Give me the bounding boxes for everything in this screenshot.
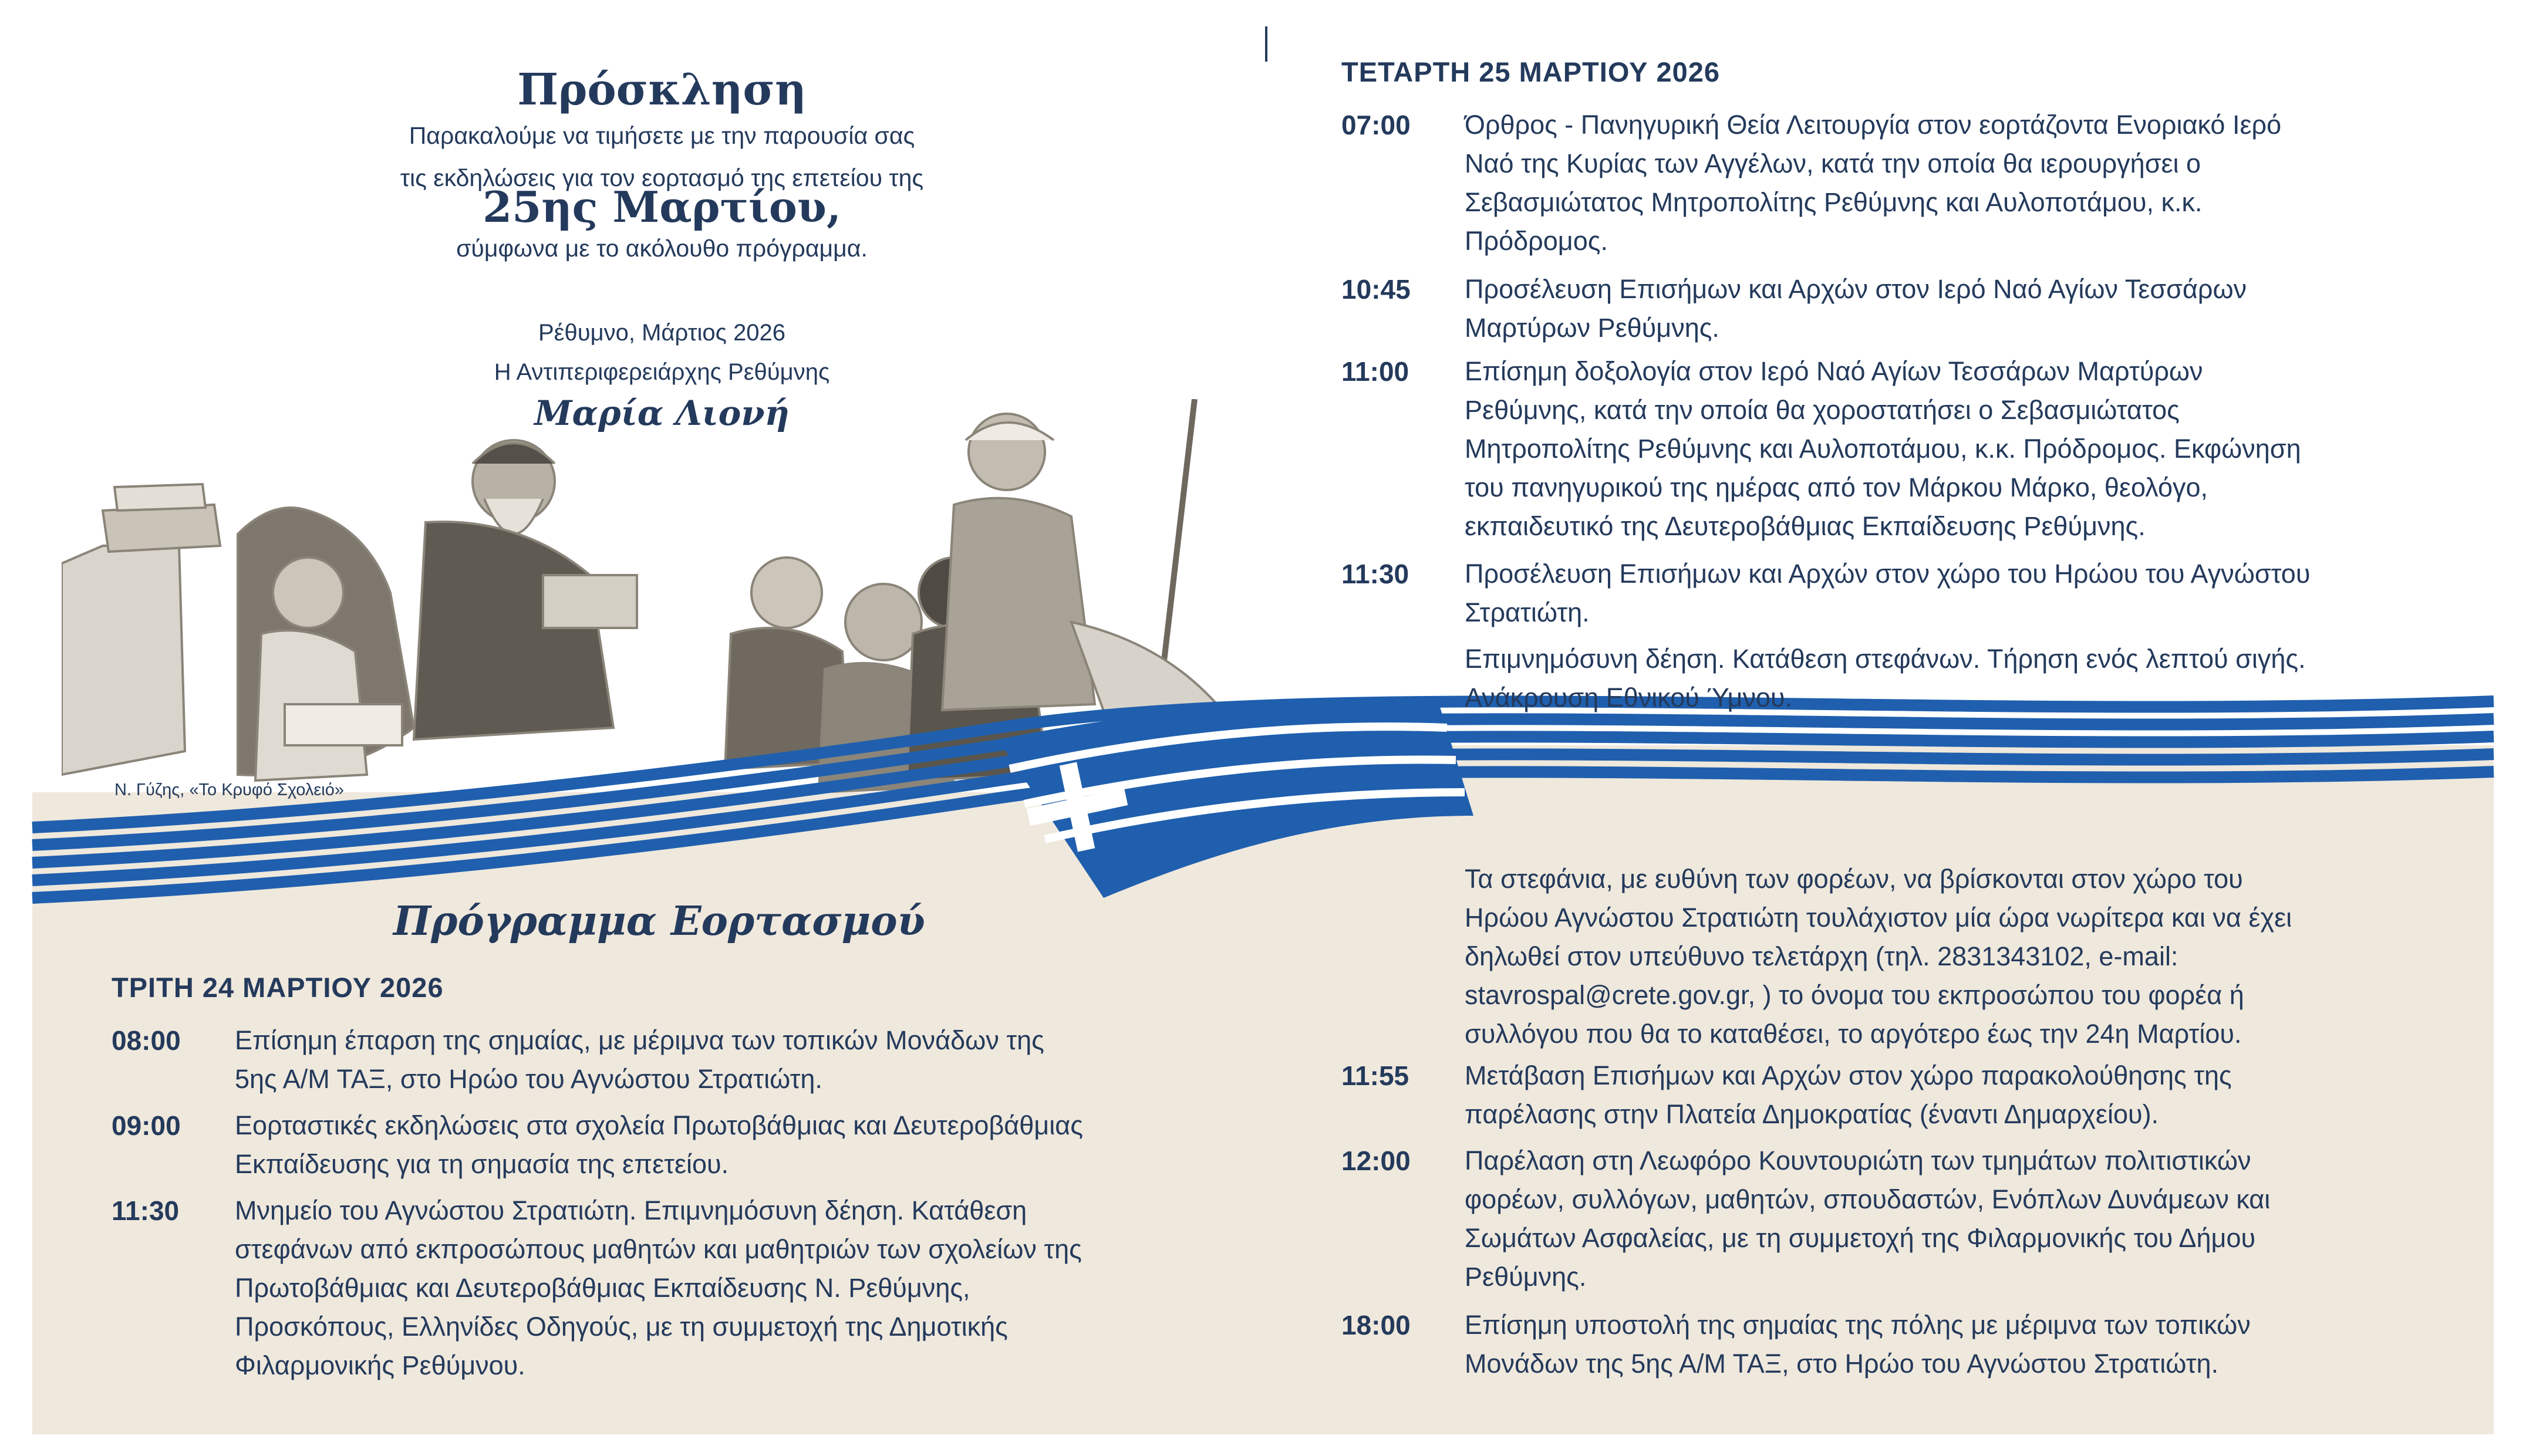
event-line: Ναό της Κυρίας των Αγγέλων, κατά την οποία θα ιερουργήσει ο xyxy=(1465,148,2201,178)
event-time: 11:30 xyxy=(112,1195,180,1226)
event-line: Προσέλευση Επισήμων και Αρχών στον χώρο του Ηρώου του Αγνώστου xyxy=(1465,559,2311,589)
event-time: 12:00 xyxy=(1341,1146,1411,1176)
event-description xyxy=(1465,106,2281,261)
event-line: Μονάδων της 5ης Α/Μ ΤΑΞ, στο Ηρώο του Αγνώστου Στρατιώτη. xyxy=(1465,1349,2219,1379)
event-description xyxy=(1465,1141,2270,1296)
event-description xyxy=(1465,1306,2251,1383)
event-description xyxy=(1465,1056,2232,1134)
note-line: δηλωθεί στον υπεύθυνο τελετάρχη (τηλ. 2831343102, e-mail: xyxy=(1465,941,2178,971)
invitation-line-1: Παρακαλούμε να τιμήσετε με την παρουσία σας xyxy=(409,122,915,149)
day2-event-4 xyxy=(1341,555,2310,632)
event-description xyxy=(1465,352,2301,546)
day2-event-2 xyxy=(1341,270,2247,347)
event-line: Μητροπολίτης Ρεθύμνης και Αυλοποτάμου, κ.κ. Πρόδρομος. Εκφώνηση xyxy=(1465,434,2301,464)
program-title: Πρόγραμμα Εορτασμού xyxy=(393,898,925,945)
event-line: Επίσημη δοξολογία στον Ιερό Ναό Αγίων Τεσσάρων Μαρτύρων xyxy=(1465,356,2203,386)
event-line: Μαρτύρων Ρεθύμνης. xyxy=(1465,313,1719,343)
place-date: Ρέθυμνο, Μάρτιος 2026 xyxy=(538,320,786,346)
event-line: 5ης Α/Μ ΤΑΞ, στο Ηρώο του Αγνώστου Στρατιώτη. xyxy=(235,1064,822,1094)
invitation-title: Πρόσκληση xyxy=(517,65,807,115)
day2-event-3 xyxy=(1341,352,2301,546)
anniversary-date: 25ης Μαρτίου xyxy=(483,182,827,232)
event-time: 11:00 xyxy=(1341,356,1409,387)
anniversary-title xyxy=(88,182,1236,232)
event-line: του πανηγυρικού της ημέρας από τον Μάρκου Μάρκο, θεολόγο, xyxy=(1465,472,2208,502)
event-line: Όρθρος - Πανηγυρική Θεία Λειτουργία στον εορτάζοντα Ενοριακό Ιερό xyxy=(1465,110,2282,140)
event-line: Φιλαρμονικής Ρεθύμνου. xyxy=(235,1350,525,1380)
event-description xyxy=(1465,555,2310,632)
day1-event-3 xyxy=(112,1191,1082,1385)
event-line: στεφάνων από εκπροσώπους μαθητών και μαθητριών των σχολείων της xyxy=(235,1234,1082,1264)
event-line: Μετάβαση Επισήμων και Αρχών στον χώρο παρακολούθησης της xyxy=(1465,1060,2232,1090)
event-time: 18:00 xyxy=(1341,1310,1411,1340)
day2-event-1 xyxy=(1341,106,2281,261)
event-line: Πρωτοβάθμιας και Δευτεροβάθμιας Εκπαίδευσης Ν. Ρεθύμνης, xyxy=(235,1273,970,1303)
event-line: Σωμάτων Ασφαλείας, με τη συμμετοχή της Φιλαρμονικής του Δήμου xyxy=(1465,1223,2256,1253)
event-line: παρέλασης στην Πλατεία Δημοκρατίας (έναντι Δημαρχείου). xyxy=(1465,1099,2159,1129)
day2-event-5 xyxy=(1341,1056,2232,1134)
event-line: Επίσημη έπαρση της σημαίας, με μέριμνα των τοπικών Μονάδων της xyxy=(235,1025,1044,1055)
signer-role: Η Αντιπεριφερειάρχης Ρεθύμνης xyxy=(494,359,830,385)
event-line: φορέων, συλλόγων, μαθητών, σπουδαστών, Ενόπλων Δυνάμεων και xyxy=(1465,1184,2271,1214)
event-time: 08:00 xyxy=(112,1025,181,1056)
event-line: Μνημείο του Αγνώστου Στρατιώτη. Επιμνημόσυνη δέηση. Κατάθεση xyxy=(235,1195,1027,1225)
invitation-line-2: τις εκδηλώσεις για τον εορτασμό της επετείου της xyxy=(400,164,924,191)
note-line: Ηρώου Αγνώστου Στρατιώτη τουλάχιστον μία ώρα νωρίτερα και να έχει xyxy=(1465,903,2292,933)
event-time: 11:30 xyxy=(1341,559,1409,589)
anniversary-comma: , xyxy=(826,182,841,232)
day2-event-7 xyxy=(1341,1306,2251,1383)
event-line: Προσκόπους, Ελληνίδες Οδηγούς, με τη συμμετοχή της Δημοτικής xyxy=(235,1312,1008,1342)
event-line: Εκπαίδευσης για τη σημασία της επετείου. xyxy=(235,1149,729,1179)
day2-label: ΤΕΤΑΡΤΗ 25 ΜΑΡΤΙΟΥ 2026 xyxy=(1341,56,1721,87)
event-line: Ρεθύμνης. xyxy=(1465,1262,1587,1292)
event-line: Στρατιώτη. xyxy=(1465,597,1590,627)
event-time: 10:45 xyxy=(1341,274,1411,305)
painting-caption: Ν. Γύζης, «Το Κρυφό Σχολειό» xyxy=(114,781,344,799)
note-line: Επιμνημόσυνη δέηση. Κατάθεση στεφάνων. Τήρηση ενός λεπτού σιγής. xyxy=(1465,644,2306,674)
event-line: Σεβασμιώτατος Μητροπολίτης Ρεθύμνης και Αυλοποτάμου, κ.κ. xyxy=(1465,187,2203,217)
event-description xyxy=(235,1106,1083,1184)
note-line: συλλόγου που θα το καταθέσει, το αργότερο έως την 24η Μαρτίου. xyxy=(1465,1019,2242,1049)
day1-label: ΤΡΙΤΗ 24 ΜΑΡΤΙΟΥ 2026 xyxy=(112,972,444,1003)
event-time: 07:00 xyxy=(1341,110,1411,140)
wreath-instructions-note xyxy=(1465,860,2292,1053)
fold-divider xyxy=(1265,26,1267,62)
event-description xyxy=(235,1021,1044,1099)
note-line: Ανάκρουση Εθνικού Ύμνου. xyxy=(1465,683,1793,712)
event-time: 11:55 xyxy=(1341,1060,1409,1091)
event-line: Παρέλαση στη Λεωφόρο Κουντουριώτη των τμημάτων πολιτιστικών xyxy=(1465,1146,2251,1175)
event-line: Επίσημη υποστολή της σημαίας της πόλης με μέριμνα των τοπικών xyxy=(1465,1310,2251,1340)
day1-event-2 xyxy=(112,1106,1083,1184)
event-line: Προσέλευση Επισήμων και Αρχών στον Ιερό Ναό Αγίων Τεσσάρων xyxy=(1465,274,2247,304)
event-description xyxy=(235,1191,1082,1385)
event-description xyxy=(1465,270,2247,347)
event-line: Εορταστικές εκδηλώσεις στα σχολεία Πρωτοβάθμιας και Δευτεροβάθμιας xyxy=(235,1110,1083,1140)
day2-event-6 xyxy=(1341,1141,2270,1296)
note-line: stavrospal@crete.gov.gr, ) το όνομα του εκπροσώπου του φορέα ή xyxy=(1465,980,2244,1010)
signer-name: Μαρία Λιονή xyxy=(534,393,790,433)
event-line: Πρόδρομος. xyxy=(1465,226,1608,256)
event-line: εκπαιδευτικό της Δευτεροβάθμιας Εκπαίδευσης Ρεθύμνης. xyxy=(1465,511,2146,541)
day1-event-1 xyxy=(112,1021,1044,1099)
event-time: 09:00 xyxy=(112,1110,181,1141)
invitation-line-3: σύμφωνα με το ακόλουθο πρόγραμμα. xyxy=(456,235,868,262)
event-line: Ρεθύμνης, κατά την οποία θα χοροστατήσει ο Σεβασμιώτατος xyxy=(1465,395,2180,425)
wreath-ceremony-note xyxy=(1465,640,2306,717)
note-line: Τα στεφάνια, με ευθύνη των φορέων, να βρίσκονται στον χώρο του xyxy=(1465,864,2243,894)
